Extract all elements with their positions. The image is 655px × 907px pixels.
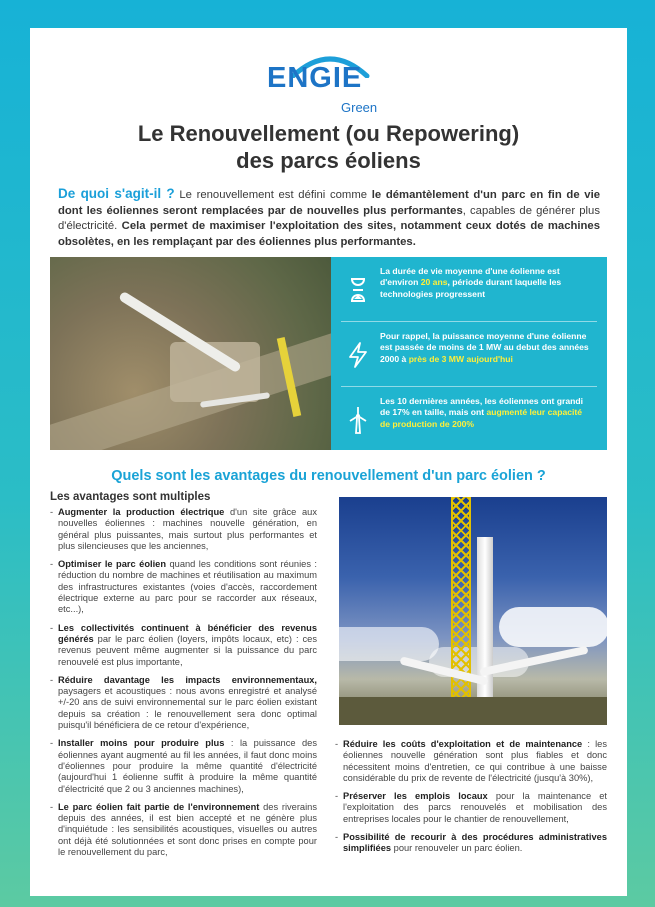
fact-text: Pour rappel, la puissance moyenne d'une éolienne est passée de moins de 1 MW au debut des années 2000 à près de 3 MW aujourd'hui <box>380 331 589 364</box>
fact-item <box>331 322 607 386</box>
advantages-heading: Quels sont les avantages du renouvellement d'un parc éolien ? <box>111 468 546 484</box>
list-item: - Optimiser le parc éolien quand les conditions sont réunies : réduction du nombre de machines et réutilisation au maximum des infrastructures existantes (voies d'accès, raccordement électrique externe au parc pour se raccorder aux réseaux, etc...), <box>50 559 317 615</box>
logo-wordmark: ENGIE <box>267 62 363 94</box>
advantages-list-left <box>50 507 317 865</box>
list-item: - Installer moins pour produire plus : la puissance des éoliennes ayant augmenté au fil les années, il faut donc moins d'éoliennes pour produire la même quantité d'électricité (aujourd'hui 1 éolienne suffit à produire la même quantité d'électricité que 2 ou 3 anciennes machines), <box>50 738 317 794</box>
intro-text-1: Le renouvellement est défini comme <box>174 189 372 201</box>
intro-bold-1: le démantèlement d'un parc en fin de vie dont les éoliennes seront remplacées par de nouvelles plus performantes <box>58 189 600 217</box>
advantages-subheading: Les avantages sont multiples <box>50 491 211 503</box>
advantages-list-right <box>335 739 607 862</box>
wind-turbine-icon <box>343 405 373 435</box>
lightning-icon <box>343 340 373 370</box>
facts-panel <box>331 257 607 450</box>
hourglass-icon <box>343 275 373 305</box>
title-line-1: Le Renouvellement (ou Repowering) <box>137 121 520 146</box>
intro-question: De quoi s'agit-il ? <box>58 186 175 201</box>
list-item: - Préserver les emplois locaux pour la maintenance et l'exploitation des parcs renouvelés et mobilisation des entreprises locales pour le chantier de renouvellement, <box>335 791 607 825</box>
fact-item <box>331 387 607 451</box>
fact-text: La durée de vie moyenne d'une éolienne est d'environ 20 ans, période durant laquelle les technologies progressent <box>380 266 562 299</box>
engie-logo <box>265 48 395 118</box>
list-item: - Réduire les coûts d'exploitation et de maintenance : les éoliennes nouvelle génération sont plus fiables et donc nécessitent moins d'entretien, ce qui contribue à une baisse considérable du prix de revente de l'électricité (jusqu'à 30%), <box>335 739 607 784</box>
list-item: - Les collectivités continuent à bénéficier des revenus générés par le parc éolien (loyers, impôts locaux, etc) : ces revenus peuvent même augmenter si la puissance du parc renouvelé est plus importante, <box>50 623 317 668</box>
intro-paragraph <box>58 186 600 250</box>
turbine-installation-photo <box>339 497 607 725</box>
list-item: - Possibilité de recourir à des procédures administratives simplifiées pour renouveler un parc éolien. <box>335 832 607 855</box>
list-item: - Réduire davantage les impacts environnementaux, paysagers et acoustiques : nous avons enregistré et analysé +/-20 ans de suivi environnemental sur le parc éolien existant depuis sa création : le renouvellement sera donc optimal puisqu'il bénéficiera de ce retour d'expérience, <box>50 675 317 731</box>
logo-subtitle: Green <box>341 100 378 115</box>
intro-text-2: , capables de générer plus d'électricité. <box>58 204 600 232</box>
list-item: - Le parc éolien fait partie de l'environnement des riverains depuis des années, il est bien accepté et ne génère plus d'inquiétude : les sensibilités acoustiques, visuelles ou autres ont déjà été solutionnées et sont donc prises en compte pour le renouvellement du parc, <box>50 802 317 858</box>
fact-item <box>331 257 607 321</box>
fact-text: Les 10 dernières années, les éoliennes ont grandi de 17% en taille, mais ont augmenté leur capacité de production de 200% <box>380 396 583 429</box>
page-title <box>30 120 627 174</box>
list-item: - Augmenter la production électrique d'un site grâce aux nouvelles éoliennes : machines nouvelle génération, en général plus puissantes, mais surtout plus performantes et plus silencieuses que les anciennes, <box>50 507 317 552</box>
title-line-2: des parcs éoliens <box>236 148 421 173</box>
intro-bold-2: Cela permet de maximiser l'exploitation des sites, notamment ceux dotés de machines obsolètes, en les remplaçant par des éoliennes plus performantes. <box>58 220 600 248</box>
flyer-page <box>30 28 627 896</box>
aerial-construction-photo <box>50 257 331 450</box>
